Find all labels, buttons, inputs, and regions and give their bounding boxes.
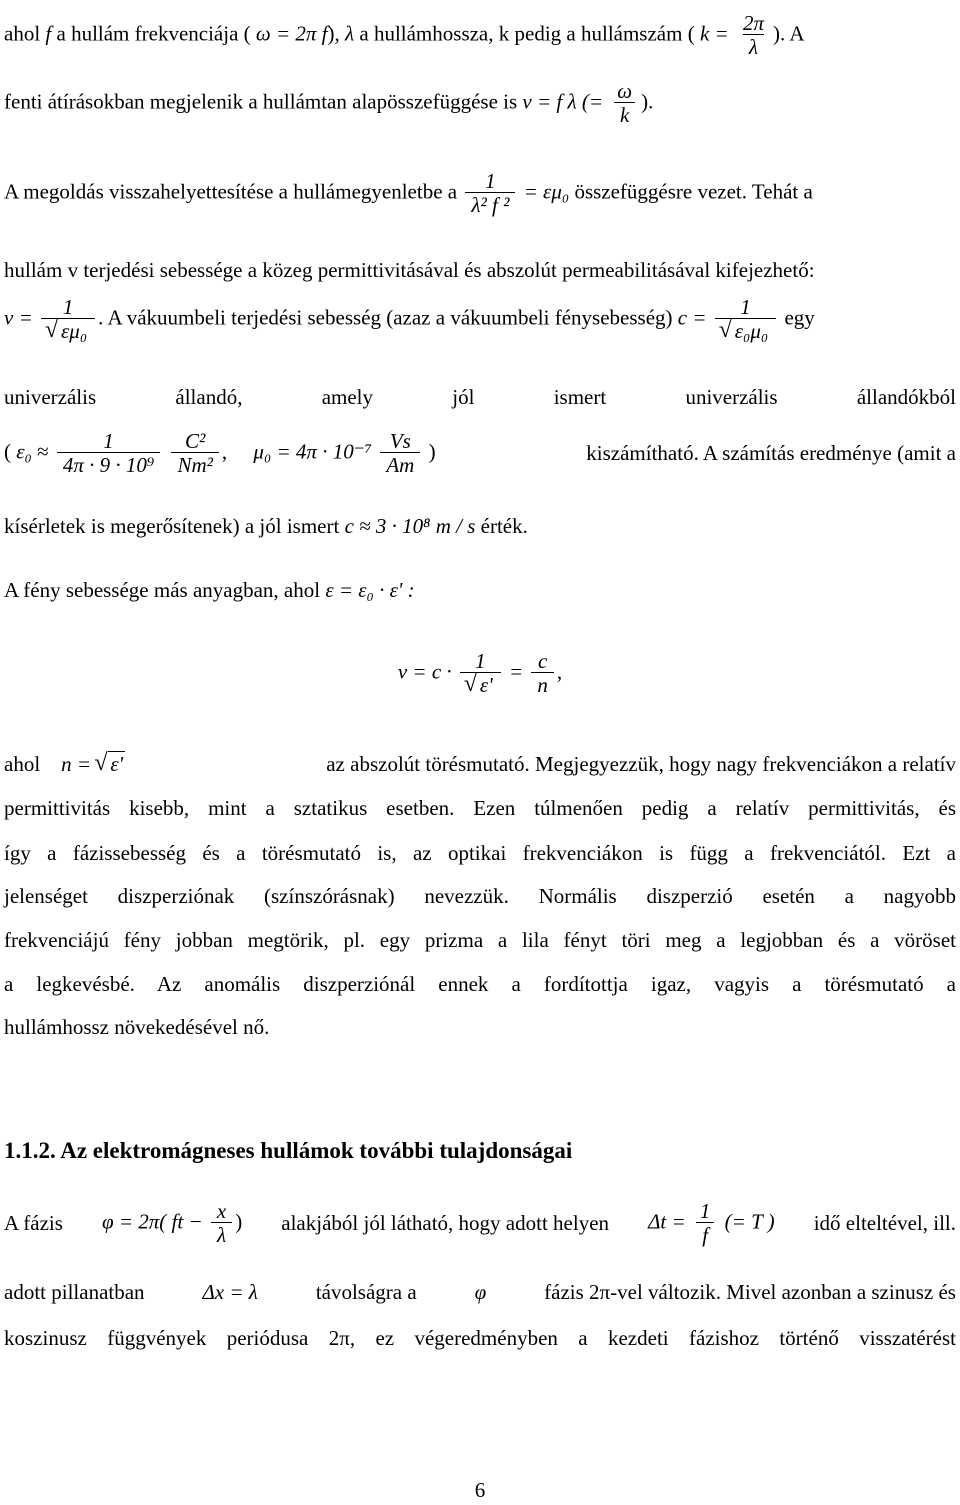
line-4 <box>4 258 815 283</box>
text: idő elteltével, ill. <box>813 1211 956 1236</box>
fraction-denominator: Nm² <box>171 452 218 477</box>
math-c-eq: c = <box>677 305 707 330</box>
radicand: ε₀μ₀ <box>734 319 769 344</box>
fraction-denominator: k <box>614 102 635 127</box>
fraction-units-eps <box>171 430 218 477</box>
text: , <box>221 439 228 464</box>
text: fázis 2π-vel változik. Mivel azonban a szinusz és <box>544 1280 956 1304</box>
math-v-c: v = c · <box>397 659 452 684</box>
text: a legkevésbé. Az anomális diszperziónál ennek a fordítottja igaz, vagyis a törésmutató a <box>4 972 956 996</box>
math-n-eq: n = <box>61 752 92 776</box>
fraction-omega-k <box>611 80 638 127</box>
text: jelenséget diszperziónak (színszórásnak) nevezzük. Normális diszperzió esetén a nagyobb <box>4 884 956 908</box>
fraction-numerator: 1 <box>475 649 486 673</box>
fraction-denominator: λ <box>211 1222 232 1247</box>
math-dt <box>648 1200 775 1247</box>
line-10 <box>4 752 956 777</box>
paragraph-line <box>4 928 956 953</box>
text: . A vákuumbeli terjedési sebesség (azaz a vákuumbeli fénysebesség) <box>98 305 673 330</box>
paragraph-line <box>4 841 956 866</box>
line-7 <box>4 430 956 477</box>
fraction-eps0 <box>57 430 160 477</box>
word: állandókból <box>856 385 956 409</box>
word: ismert <box>553 385 607 409</box>
line-9 <box>4 578 415 603</box>
page-number: 6 <box>474 1478 486 1502</box>
paragraph-line <box>4 796 956 821</box>
text: ( <box>4 439 11 464</box>
math-omega-eq: ω = 2π f <box>255 21 328 46</box>
paragraph-line <box>4 884 956 909</box>
math-mu0-eq: μ₀ = 4π · 10⁻⁷ <box>253 439 373 464</box>
text: fenti átírásokban megjelenik a hullámtan alapösszefüggése is <box>4 89 518 114</box>
word: univerzális <box>4 385 97 409</box>
radicand: εμ₀ <box>61 319 88 344</box>
math-eps-mu: = εμ₀ <box>523 179 570 204</box>
fraction-units-mu <box>380 430 420 477</box>
text: az abszolút törésmutató. Megjegyezzük, hogy nagy frekvenciákon a relatív <box>326 752 956 776</box>
text: a hullámhossza, k pedig a hullámszám ( <box>359 21 695 46</box>
sec2-line-2 <box>4 1280 956 1305</box>
text: a hullám frekvenciája ( <box>56 21 251 46</box>
math-c-value: c ≈ 3 · 10⁸ m / s <box>344 514 476 538</box>
text: permittivitás kisebb, mint a sztatikus esetben. Ezen túlmenően pedig a relatív permittivitás, és <box>4 796 956 820</box>
fraction-numerator: 2π <box>742 11 764 35</box>
line-2 <box>4 80 653 127</box>
line-8 <box>4 514 528 539</box>
sec2-line-3 <box>4 1326 956 1351</box>
fraction-denominator: n <box>531 672 554 697</box>
text: egy <box>784 305 815 330</box>
text: ) <box>235 1209 243 1234</box>
fraction-numerator: 1 <box>62 295 74 319</box>
word: állandó, <box>175 385 243 409</box>
line-3 <box>4 170 813 217</box>
fraction-numerator: C² <box>185 429 206 453</box>
math-period: (= T ) <box>724 1209 775 1234</box>
text: , <box>556 659 563 684</box>
fraction-c-n <box>531 650 554 697</box>
math-phi: φ <box>474 1280 487 1304</box>
paragraph-line <box>4 1015 269 1040</box>
math-f: f <box>45 21 52 46</box>
text: hullám v terjedési sebessége a közeg permittivitásával és abszolút permeabilitásával kifejezhető: <box>4 258 815 282</box>
text: hullámhossz növekedésével nő. <box>4 1015 270 1039</box>
text: kiszámítható. A számítás eredménye (amit a <box>586 441 956 466</box>
fraction-denominator <box>41 318 95 343</box>
fraction-numerator: ω <box>617 79 633 103</box>
math-equals: = <box>508 659 524 684</box>
word: univerzális <box>685 385 778 409</box>
fraction-denominator: f <box>696 1222 714 1247</box>
fraction-c <box>715 296 776 343</box>
fraction-numerator: 1 <box>699 1199 711 1223</box>
radicand: ε' <box>110 752 124 776</box>
fraction-x-lambda <box>211 1200 232 1247</box>
fraction-denominator: 4π · 9 · 10⁹ <box>57 452 160 477</box>
text: A fény sebessége más anyagban, ahol <box>4 578 321 602</box>
fraction-numerator: c <box>537 649 548 673</box>
math-phase <box>102 1200 242 1247</box>
fraction-2pi-lambda <box>737 12 770 59</box>
math-v-eq: v = <box>4 305 33 330</box>
display-equation <box>0 650 960 697</box>
math-k-eq: k = <box>699 21 729 46</box>
fraction-denominator: Am <box>380 452 420 477</box>
fraction-1-lambda2f2 <box>465 170 515 217</box>
text: A fázis <box>4 1211 63 1236</box>
math-dx-eq: Δx = λ <box>202 1280 258 1304</box>
text: alakjából jól látható, hogy adott helyen <box>281 1211 610 1236</box>
text: kísérletek is megerősítenek) a jól ismert <box>4 514 340 538</box>
math-dt-eq: Δt = <box>648 1209 686 1234</box>
math-eps0: ε₀ <box>16 439 32 464</box>
fraction-numerator: x <box>216 1199 227 1223</box>
fraction-denominator <box>460 672 501 697</box>
text: így a fázissebesség és a törésmutató is, az optikai frekvenciákon is függ a frekvenciától. Ezt a <box>4 841 956 865</box>
math-phi-eq: φ = 2π( ft − <box>101 1209 203 1234</box>
text: ) <box>428 439 436 464</box>
fraction-1-f <box>694 1200 717 1247</box>
line-6 <box>4 385 956 410</box>
word: amely <box>321 385 374 409</box>
text: ). A <box>772 21 805 46</box>
sec2-line-1 <box>4 1200 956 1247</box>
text: érték. <box>480 514 528 538</box>
fraction-numerator: Vs <box>389 429 411 453</box>
text: ahol <box>4 21 41 46</box>
text: frekvenciájú fény jobban megtörik, pl. egy prizma a lila fényt töri meg a legjobban és a vöröset <box>4 928 956 952</box>
math-paren: (= <box>581 89 604 114</box>
text: ), <box>327 21 340 46</box>
fraction-denominator <box>715 318 776 343</box>
math-lambda: λ <box>345 21 355 46</box>
line-5 <box>4 296 815 343</box>
fraction-denominator: λ <box>743 34 764 59</box>
fraction-numerator: 1 <box>740 295 751 319</box>
fraction-v <box>41 296 95 343</box>
math-eps-eq: ε = ε₀ · ε' : <box>325 578 415 602</box>
math-n-def <box>4 752 125 777</box>
text: távolságra a <box>315 1280 417 1304</box>
fraction-1-sqrt-eps <box>460 650 501 697</box>
text: összefüggésre vezet. Tehát a <box>574 179 813 204</box>
line-1 <box>4 12 804 59</box>
word: jól <box>452 385 475 409</box>
paragraph-line <box>4 972 956 997</box>
text: ). <box>641 89 654 114</box>
math-v-eq: v = f λ <box>522 89 577 114</box>
math-approx: ≈ <box>37 439 49 464</box>
text: adott pillanatban <box>4 1280 145 1304</box>
section-heading: 1.1.2. Az elektromágneses hullámok további tulajdonságai <box>4 1138 573 1163</box>
radicand: ε' <box>479 673 493 698</box>
text: ahol <box>4 752 41 776</box>
math-constants <box>4 430 436 477</box>
text: A megoldás visszahelyettesítése a hullámegyenletbe a <box>4 179 458 204</box>
fraction-denominator: λ² f ² <box>465 192 515 217</box>
fraction-numerator: 1 <box>103 429 114 453</box>
text: koszinusz függvények periódusa 2π, ez végeredményben a kezdeti fázishoz történő visszatérést <box>4 1326 956 1350</box>
fraction-numerator: 1 <box>485 169 496 193</box>
